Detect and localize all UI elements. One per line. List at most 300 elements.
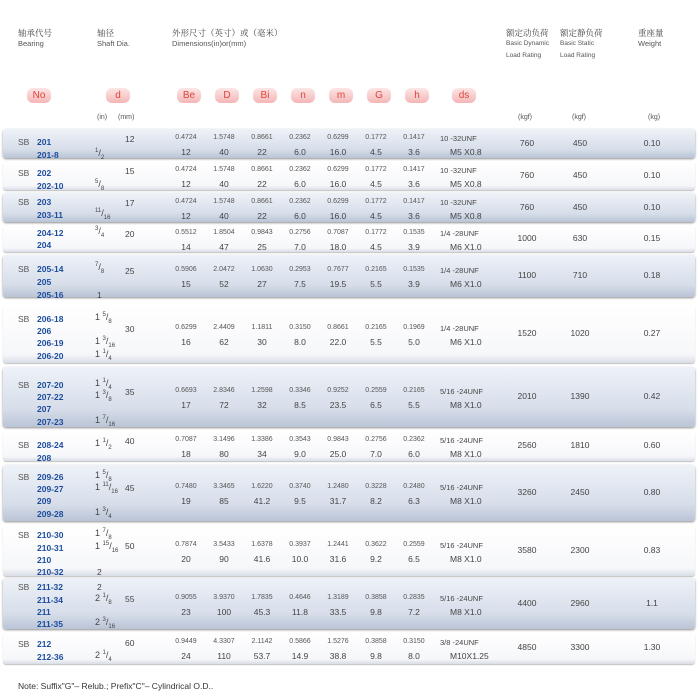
shaft-inch-fraction: $^7/_8$ [95,262,105,275]
dim-mm-value: 8.0 [408,651,420,661]
thread-unf: 5/16 -24UNF [440,483,483,492]
thread-metric: M8 X1.0 [450,400,482,410]
bearing-code: 208-24 [37,440,64,450]
dim-inch-value: 0.2835 [403,594,425,601]
dim-inch-value: 1.5748 [213,198,235,205]
dim-mm-value: 16.0 [329,179,347,189]
dim-inch-value: 0.9843 [327,436,349,443]
shaft-inch-fraction: $^5/_8$ [95,179,105,192]
dim-mm-value: 12 [181,147,191,157]
dim-inch-value: 1.6220 [251,483,273,490]
dim-mm-value: 9.8 [370,651,382,661]
dim-inch-value: 0.3228 [365,483,387,490]
bearing-code: 210-30 [37,530,64,540]
dim-inch-value: 0.7874 [175,541,197,548]
thread-unf: 1/4 -28UNF [440,266,479,275]
dim-inch-value: 0.1417 [403,134,425,141]
static-load: 450 [572,170,588,180]
dim-mm-value: 90 [219,554,229,564]
dim-mm-value: 7.2 [408,607,420,617]
weight-value: 0.83 [643,545,661,555]
static-load: 630 [572,233,588,243]
shaft-mm: 12 [125,134,135,144]
dim-mm-value: 3.6 [408,147,420,157]
dim-inch-value: 0.1772 [365,166,387,173]
dim-mm-value: 6.0 [294,179,306,189]
series-prefix: SB [18,380,30,390]
symbol-big-d: D [215,88,239,103]
dim-inch-value: 3.5433 [213,541,235,548]
dim-inch-value: 0.6299 [327,134,349,141]
dim-inch-value: 0.3346 [289,387,311,394]
dim-inch-value: 0.1417 [403,198,425,205]
thread-metric: M6 X1.0 [450,279,482,289]
dim-inch-value: 1.3189 [327,594,349,601]
bearing-code: 204 [37,240,52,250]
dim-mm-value: 8.0 [294,337,306,347]
dim-inch-value: 0.3858 [365,594,387,601]
dim-mm-value: 25 [257,242,267,252]
dynamic-load: 1100 [517,270,537,280]
weight-header-en: Weight [638,39,662,48]
dim-mm-value: 5.5 [370,279,382,289]
shaft-mm: 45 [125,483,135,493]
dim-mm-value: 4.5 [370,211,382,221]
shaft-header-cn: 轴径 [97,28,115,38]
static-load: 1020 [570,328,590,338]
dim-mm-value: 40 [219,147,229,157]
symbol-bi: Bi [253,88,277,103]
static-load: 450 [572,138,588,148]
bearing-code: 207 [37,404,52,414]
shaft-mm: 40 [125,436,135,446]
dim-inch-value: 3.3465 [213,483,235,490]
shaft-inch-fraction: 1 $^7/_{16}$ [95,415,116,428]
dim-inch-value: 0.6299 [327,198,349,205]
series-prefix: SB [18,197,30,207]
thread-metric: M10X1.25 [450,651,489,661]
dim-inch-value: 0.2362 [289,166,311,173]
dim-mm-value: 5.5 [408,400,420,410]
shaft-inch-fraction: 1 $^7/_8$ [95,528,112,541]
bearing-code: 207-20 [37,380,64,390]
series-prefix: SB [18,264,30,274]
dim-inch-value: 0.9252 [327,387,349,394]
bearing-code: 203 [37,197,52,207]
bearing-code: 209-28 [37,509,64,519]
static-load: 710 [572,270,588,280]
bearing-code: 202 [37,168,52,178]
dim-inch-value: 0.3622 [365,541,387,548]
dim-mm-value: 18 [181,449,191,459]
dim-inch-value: 3.1496 [213,436,235,443]
thread-unf: 1/4 -28UNF [440,324,479,333]
thread-unf: 5/16 -24UNF [440,594,483,603]
weight-value: 0.42 [643,391,661,401]
dim-inch-value: 1.0630 [251,266,273,273]
symbol-m: m [329,88,353,103]
weight-value: 1.1 [646,598,658,608]
dim-mm-value: 25.0 [329,449,347,459]
symbol-no: No [27,88,51,103]
dim-inch-value: 0.6299 [175,324,197,331]
thread-unf: 3/8 -24UNF [440,638,479,647]
dim-inch-value: 0.1772 [365,134,387,141]
dim-inch-value: 0.2480 [403,483,425,490]
dim-inch-value: 0.8661 [251,198,273,205]
dim-mm-value: 12 [181,179,191,189]
dims-header-cn: 外形尺寸（英寸）或（毫米） [172,28,283,38]
dim-inch-value: 1.5748 [213,166,235,173]
dim-inch-value: 0.5866 [289,638,311,645]
static-load: 2300 [570,545,590,555]
shaft-inch-fraction: 2 $^1/_8$ [95,593,112,606]
dim-mm-value: 9.5 [294,496,306,506]
dim-mm-value: 8.5 [294,400,306,410]
weight-value: 0.27 [643,328,661,338]
dim-mm-value: 16.0 [329,147,347,157]
dim-inch-value: 1.2441 [327,541,349,548]
dim-inch-value: 0.2756 [289,229,311,236]
shaft-inch-fraction: 1 $^1/_4$ [95,349,112,362]
dim-inch-value: 1.1811 [251,324,273,331]
thread-unf: 5/16 -24UNF [440,541,483,550]
dim-inch-value: 4.3307 [213,638,235,645]
thread-metric: M8 X1.0 [450,496,482,506]
dim-inch-value: 0.6693 [175,387,197,394]
bearing-code: 210-31 [37,543,64,553]
bearing-code: 206 [37,326,52,336]
shaft-mm: 15 [125,166,135,176]
thread-unf: 5/16 -24UNF [440,387,483,396]
dim-mm-value: 3.6 [408,179,420,189]
dim-inch-value: 1.2480 [327,483,349,490]
bearing-code: 206-18 [37,314,64,324]
dim-mm-value: 6.0 [408,449,420,459]
symbol-n: n [291,88,315,103]
dim-mm-value: 16 [181,337,191,347]
weight-value: 1.30 [643,642,661,652]
symbol-d: d [106,88,130,103]
dim-mm-value: 14 [181,242,191,252]
dim-mm-value: 6.0 [294,147,306,157]
dim-mm-value: 7.0 [294,242,306,252]
dim-inch-value: 0.4646 [289,594,311,601]
shaft-mm: 50 [125,541,135,551]
shaft-inch: 2 [97,567,102,577]
dim-mm-value: 20 [181,554,191,564]
shaft-inch-fraction: 1 $^5/_8$ [95,312,112,325]
shaft-mm: 25 [125,266,135,276]
bearing-code: 211-35 [37,619,63,629]
unit-stat: (kgf) [572,114,586,121]
bearing-code: 201 [37,137,52,147]
static-load: 2960 [570,598,590,608]
dim-mm-value: 31.7 [329,496,347,506]
bearing-code: 210-32 [37,567,64,577]
dim-mm-value: 62 [219,337,229,347]
dynamic-load: 760 [519,202,535,212]
shaft-inch-fraction: 2 $^1/_4$ [95,650,112,663]
shaft-inch-fraction: 1 $^3/_8$ [95,390,112,403]
bearing-code: 204-12 [37,228,64,238]
dynamic-header-cn: 额定动负荷 [506,28,549,38]
dim-inch-value: 0.8661 [251,166,273,173]
dim-mm-value: 47 [219,242,229,252]
dim-inch-value: 2.8346 [213,387,235,394]
dim-mm-value: 18.0 [329,242,347,252]
shaft-mm: 17 [125,198,135,208]
series-prefix: SB [18,168,30,178]
shaft-inch-fraction: 1 $^3/_{16}$ [95,336,116,349]
dim-inch-value: 1.5748 [213,134,235,141]
bearing-code: 203-11 [37,210,63,220]
dim-inch-value: 0.2559 [403,541,425,548]
bearing-code: 201-8 [37,150,59,160]
dynamic-load: 3260 [517,487,537,497]
weight-value: 0.10 [643,138,661,148]
dim-inch-value: 2.1142 [251,638,273,645]
dim-mm-value: 10.0 [291,554,309,564]
dim-mm-value: 7.5 [294,279,306,289]
shaft-inch-fraction: $^3/_4$ [95,226,105,239]
thread-unf: 5/16 -24UNF [440,436,483,445]
dynamic-load: 3580 [517,545,537,555]
shaft-inch-fraction: 1 $^3/_4$ [95,507,112,520]
dynamic-load: 2010 [517,391,537,401]
dim-inch-value: 0.7087 [327,229,349,236]
weight-value: 0.15 [643,233,661,243]
unit-dyn: (kgf) [518,114,532,121]
static-load: 1810 [570,440,590,450]
dim-mm-value: 32 [257,400,267,410]
shaft-inch: 2 [97,582,102,592]
dim-mm-value: 6.5 [370,400,382,410]
series-prefix: SB [18,472,30,482]
dim-mm-value: 22.0 [329,337,347,347]
dim-inch-value: 2.4409 [213,324,235,331]
symbol-h: h [405,88,429,103]
dim-inch-value: 0.3858 [365,638,387,645]
shaft-header-en: Shaft Dia. [97,39,130,48]
dim-inch-value: 0.9055 [175,594,197,601]
dim-mm-value: 30 [257,337,267,347]
bearing-code: 207-23 [37,417,64,427]
footer-note: Note: Suffix"G"– Relub.; Prefix"C"– Cylindrical O.D.. [18,681,214,691]
dynamic-header-en1: Basic Dynamic [506,40,549,47]
shaft-inch-fraction: 2 $^3/_{16}$ [95,617,116,630]
shaft-inch: 1 [97,290,102,300]
dim-inch-value: 0.1969 [403,324,425,331]
dim-inch-value: 0.4724 [175,198,197,205]
dim-mm-value: 3.6 [408,211,420,221]
dim-mm-value: 4.5 [370,147,382,157]
bearing-code: 206-20 [37,351,64,361]
dim-mm-value: 80 [219,449,229,459]
dim-mm-value: 4.5 [370,179,382,189]
unit-mm: (mm) [118,114,135,121]
dim-inch-value: 0.8661 [251,134,273,141]
dim-mm-value: 33.5 [329,607,347,617]
dim-mm-value: 8.2 [370,496,382,506]
dim-inch-value: 0.1772 [365,229,387,236]
thread-unf: 10 -32UNF [440,134,477,143]
shaft-mm: 60 [125,638,135,648]
dim-mm-value: 6.0 [294,211,306,221]
dim-inch-value: 1.6378 [251,541,273,548]
thread-unf: 10 -32UNF [440,198,477,207]
thread-metric: M6 X1.0 [450,242,482,252]
dim-inch-value: 2.0472 [213,266,235,273]
dim-mm-value: 27 [257,279,267,289]
dim-mm-value: 4.5 [370,242,382,252]
weight-header-cn: 重座量 [638,28,664,38]
dims-header-en: Dimensions(in)or(mm) [172,39,247,48]
shaft-mm: 35 [125,387,135,397]
weight-value: 0.10 [643,202,661,212]
bearing-code: 212-36 [37,652,64,662]
dim-inch-value: 0.4724 [175,134,197,141]
shaft-mm: 20 [125,229,135,239]
static-load: 1390 [570,391,590,401]
thread-unf: 1/4 -28UNF [440,229,479,238]
bearing-code: 205 [37,277,52,287]
shaft-inch-fraction: 1 $^1/_2$ [95,438,112,451]
dim-mm-value: 23 [181,607,191,617]
bearing-code: 209 [37,496,52,506]
dim-inch-value: 0.3150 [289,324,311,331]
dim-mm-value: 17 [181,400,191,410]
dim-mm-value: 3.9 [408,279,420,289]
thread-metric: M5 X0.8 [450,147,482,157]
dim-mm-value: 22 [257,211,267,221]
dim-mm-value: 24 [181,651,191,661]
dim-inch-value: 0.9449 [175,638,197,645]
dim-mm-value: 100 [216,607,232,617]
dim-mm-value: 41.6 [253,554,271,564]
dim-mm-value: 110 [217,651,231,661]
static-load: 3300 [570,642,590,652]
dynamic-load: 760 [519,138,535,148]
symbol-ds: ds [452,88,476,103]
shaft-inch-fraction: $^1/_2$ [95,148,105,161]
unit-in: (in) [97,114,108,121]
shaft-inch-fraction: $^{11}/_{16}$ [95,208,111,221]
weight-value: 0.80 [643,487,661,497]
dim-mm-value: 40 [219,211,229,221]
dim-inch-value: 0.2165 [365,266,387,273]
dim-mm-value: 52 [219,279,229,289]
dim-mm-value: 15 [181,279,191,289]
dim-mm-value: 7.0 [370,449,382,459]
dynamic-load: 1520 [517,328,537,338]
dynamic-header-en2: Load Rating [506,52,542,59]
series-prefix: SB [18,530,30,540]
bearing-code: 208 [37,453,52,463]
dim-inch-value: 0.2362 [403,436,425,443]
dim-inch-value: 0.2756 [365,436,387,443]
dim-inch-value: 3.9370 [213,594,235,601]
dim-inch-value: 0.6299 [327,166,349,173]
dim-mm-value: 22 [257,147,267,157]
static-header-cn: 额定静负荷 [560,28,603,38]
bearing-code: 205-16 [37,290,64,300]
dim-inch-value: 0.8661 [327,324,349,331]
dim-inch-value: 0.2559 [365,387,387,394]
bearing-code: 211-32 [37,582,63,592]
bearing-code: 209-27 [37,484,64,494]
dim-mm-value: 5.5 [370,337,382,347]
bearing-code: 205-14 [37,264,64,274]
dim-mm-value: 9.2 [370,554,382,564]
dim-mm-value: 9.8 [370,607,382,617]
dim-mm-value: 45.3 [253,607,271,617]
dim-inch-value: 0.2165 [403,387,425,394]
dim-mm-value: 40 [219,179,229,189]
thread-metric: M8 X1.0 [450,554,482,564]
thread-metric: M5 X0.8 [450,179,482,189]
dim-inch-value: 0.5906 [175,266,197,273]
dim-mm-value: 14.9 [291,651,309,661]
dim-inch-value: 0.3150 [403,638,425,645]
series-prefix: SB [18,314,30,324]
bearing-code: 207-22 [37,392,64,402]
dim-mm-value: 19.5 [329,279,347,289]
dynamic-load: 4850 [517,642,537,652]
symbol-g: G [367,88,391,103]
shaft-mm: 55 [125,594,135,604]
dim-inch-value: 0.1535 [403,229,425,236]
dynamic-load: 4400 [517,598,537,608]
dim-mm-value: 22 [257,179,267,189]
series-prefix: SB [18,137,30,147]
static-load: 2450 [570,487,590,497]
static-header-en1: Basic Static [560,40,594,47]
dim-mm-value: 11.8 [292,607,308,617]
dim-mm-value: 9.0 [294,449,306,459]
thread-metric: M6 X1.0 [450,337,482,347]
bearing-header-cn: 轴承代号 [18,28,53,38]
dim-inch-value: 0.2165 [365,324,387,331]
dim-mm-value: 19 [181,496,191,506]
thread-metric: M8 X1.0 [450,449,482,459]
dim-mm-value: 16.0 [329,211,347,221]
dim-inch-value: 0.3543 [289,436,311,443]
dim-inch-value: 1.8504 [213,229,235,236]
dim-inch-value: 0.1535 [403,266,425,273]
dim-inch-value: 0.2362 [289,134,311,141]
dim-inch-value: 1.5276 [327,638,349,645]
bearing-code: 211 [37,607,51,617]
dim-mm-value: 41.2 [253,496,271,506]
thread-metric: M5 X0.8 [450,211,482,221]
bearing-header-en: Bearing [18,39,44,48]
dim-inch-value: 1.2598 [251,387,273,394]
shaft-inch-fraction: 1 $^{11}/_{16}$ [95,482,118,495]
shaft-mm: 30 [125,324,135,334]
dim-mm-value: 85 [219,496,229,506]
series-prefix: SB [18,440,30,450]
shaft-inch-fraction: 1 $^5/_8$ [95,470,112,483]
dim-mm-value: 23.5 [329,400,347,410]
thread-metric: M8 X1.0 [450,607,482,617]
dim-mm-value: 3.9 [408,242,420,252]
bearing-code: 202-10 [37,181,64,191]
dim-inch-value: 0.3937 [289,541,311,548]
dim-inch-value: 0.5512 [175,229,197,236]
bearing-code: 209-26 [37,472,64,482]
bearing-code: 206-19 [37,338,64,348]
